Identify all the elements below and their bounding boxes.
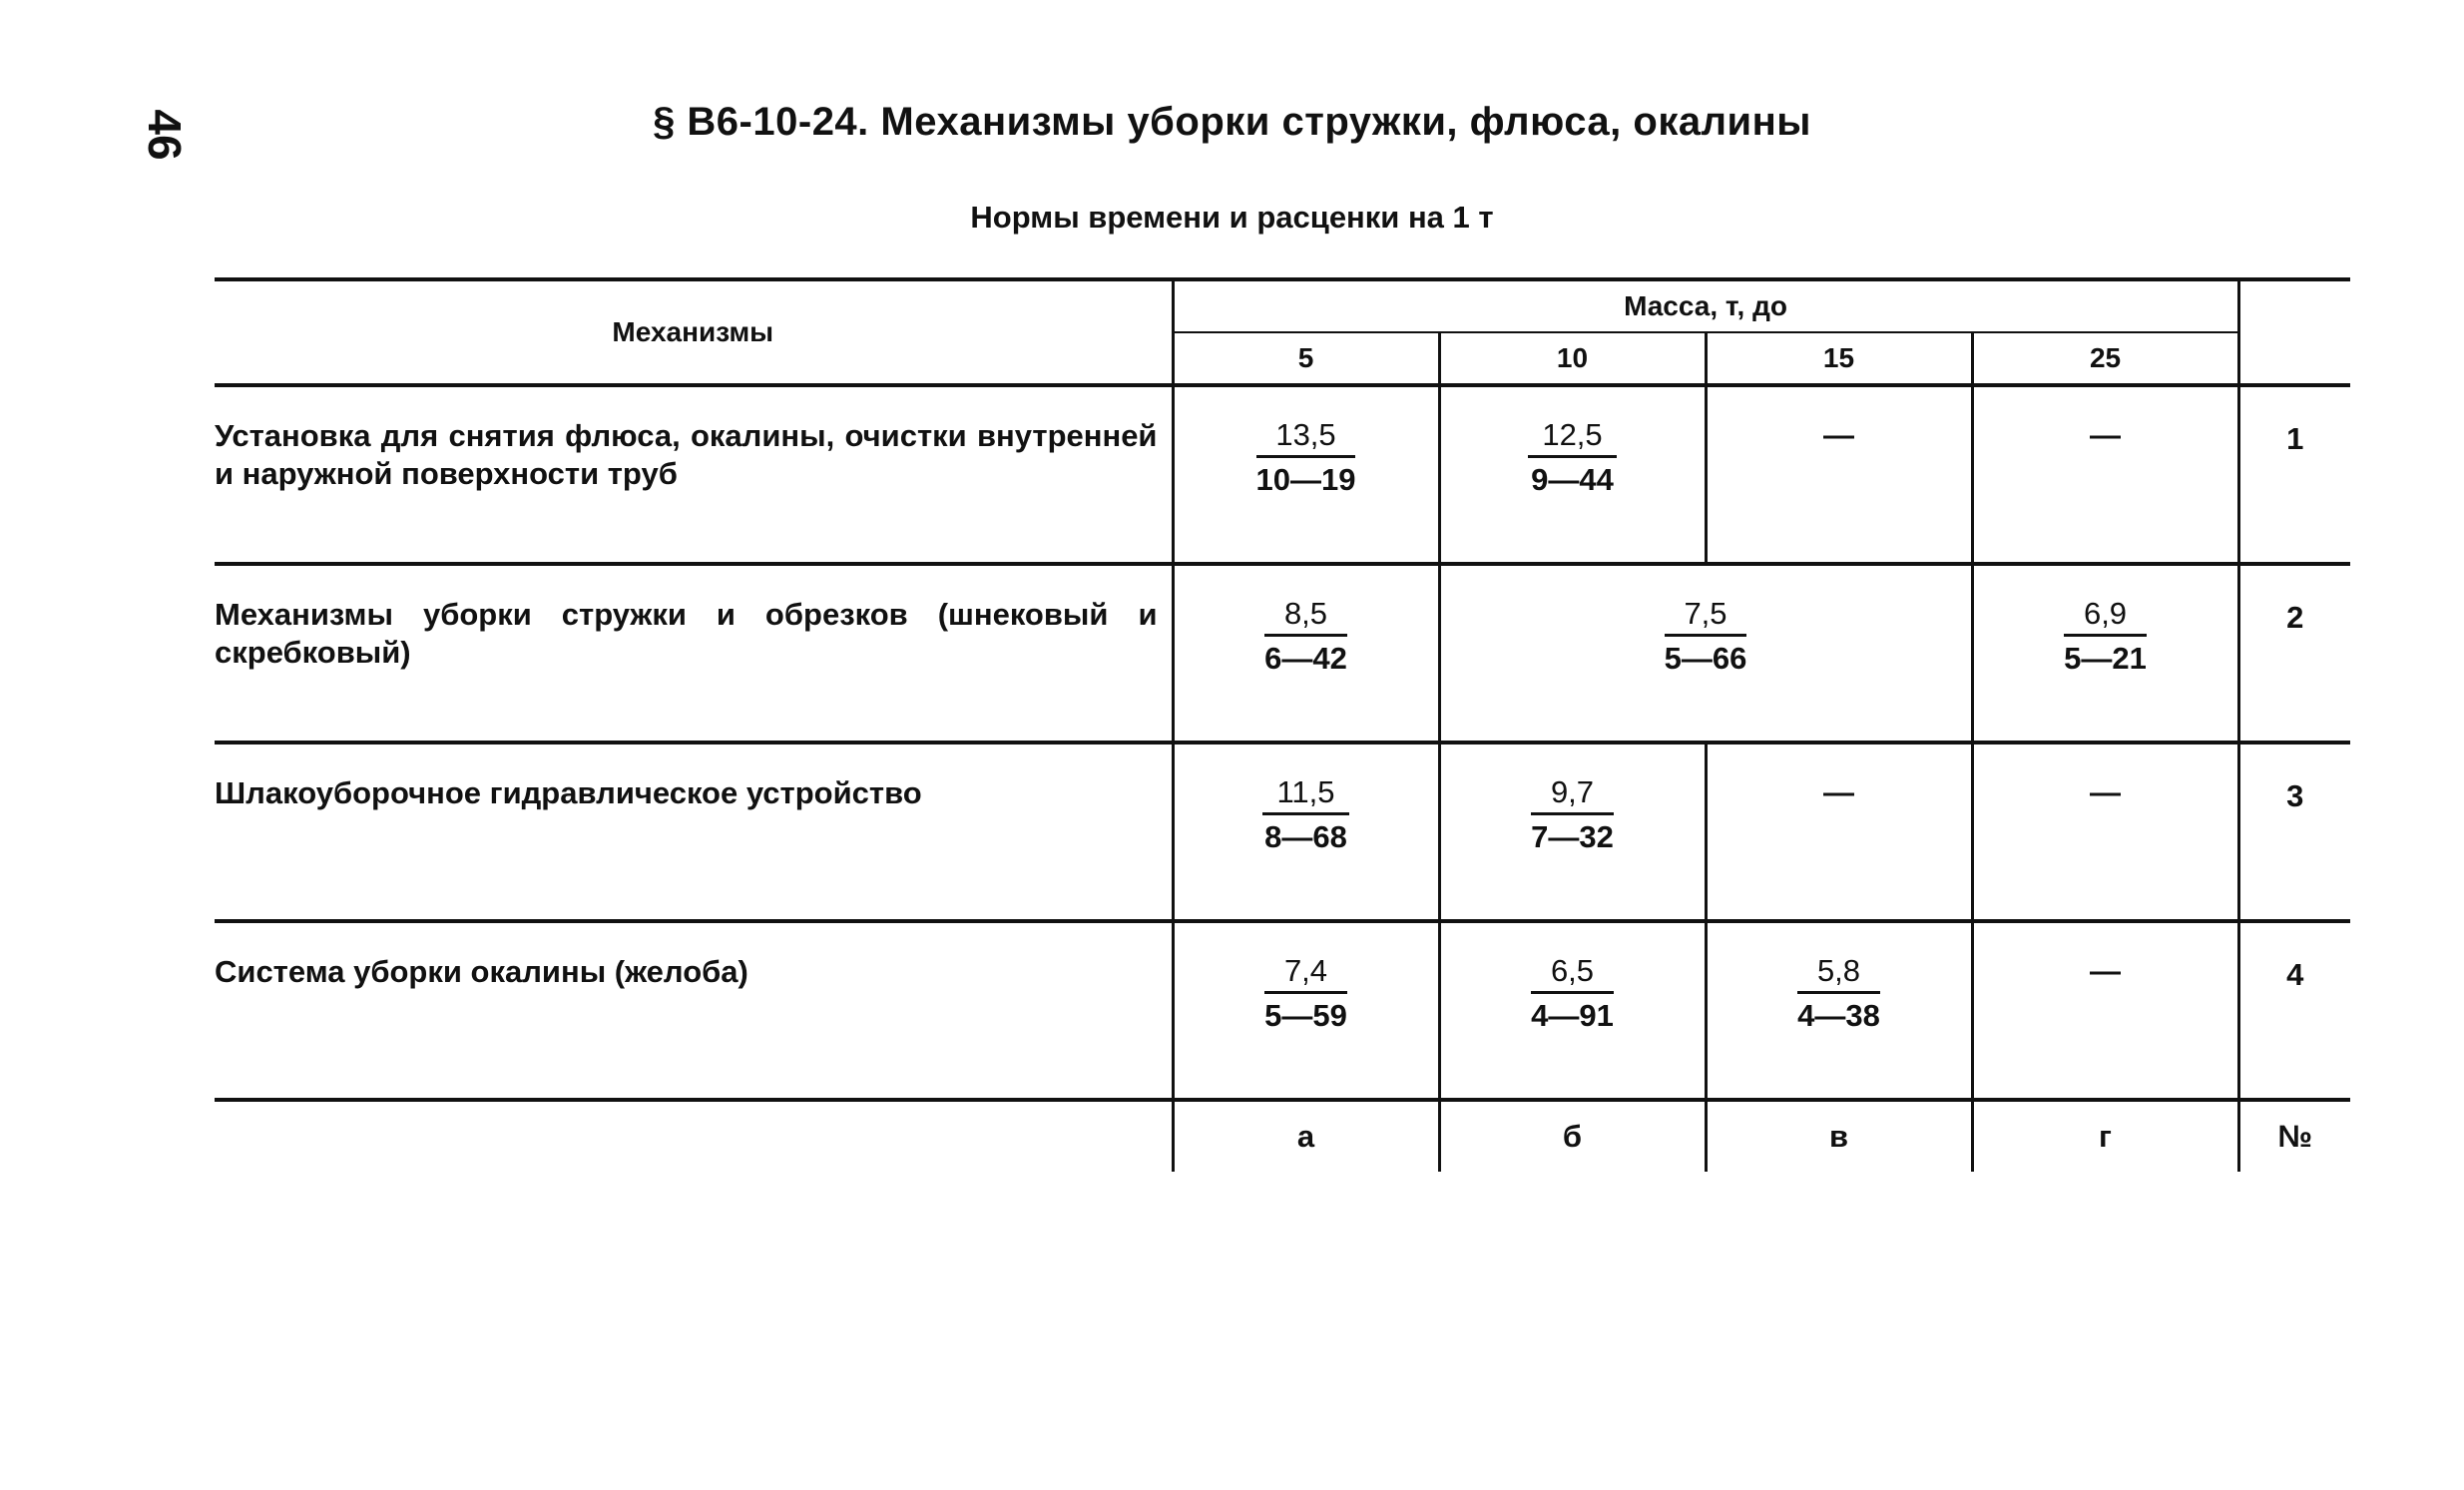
time-norm: 12,5	[1528, 417, 1616, 458]
time-norm: 6,5	[1531, 953, 1614, 994]
norm-rate-fraction	[1264, 953, 1347, 1034]
time-norm: 7,5	[1665, 596, 1747, 637]
mass-col-5: 5	[1173, 332, 1439, 385]
norm-rate-fraction	[1531, 953, 1614, 1034]
value-cell-g	[1972, 564, 2238, 743]
column-letter-a: а	[1173, 1100, 1439, 1172]
rate: 5—59	[1264, 998, 1347, 1033]
rate: 4—91	[1531, 998, 1614, 1033]
norm-rate-fraction	[1264, 596, 1347, 677]
mechanism-name: Установка для снятия флюса, окалины, очистки внутренней и наружной поверхности труб	[215, 385, 1173, 564]
row-number: 3	[2238, 743, 2350, 921]
value-cell-b	[1439, 385, 1706, 564]
norm-rate-fraction	[1531, 774, 1614, 855]
norm-rate-fraction	[1797, 953, 1880, 1034]
time-norm: 7,4	[1264, 953, 1347, 994]
value-cell-a	[1173, 385, 1439, 564]
value-cell-a	[1173, 921, 1439, 1100]
time-norm: 6,9	[2064, 596, 2147, 637]
number-sign: №	[2238, 1100, 2350, 1172]
page-number: 46	[139, 109, 191, 161]
time-norm: 9,7	[1531, 774, 1614, 815]
table-row	[215, 564, 2350, 743]
time-norm: 11,5	[1262, 774, 1348, 815]
footer-empty-cell	[215, 1100, 1173, 1172]
row-number: 4	[2238, 921, 2350, 1100]
value-cell-b	[1439, 921, 1706, 1100]
norm-rate-fraction	[1528, 417, 1616, 498]
column-letter-g: г	[1972, 1100, 2238, 1172]
number-column-header	[2238, 279, 2350, 385]
column-letter-v: в	[1706, 1100, 1972, 1172]
mass-col-10: 10	[1439, 332, 1706, 385]
table-row	[215, 743, 2350, 921]
column-letters-row	[215, 1100, 2350, 1172]
table-subtitle: Нормы времени и расценки на 1 т	[970, 200, 1494, 235]
mechanisms-column-header: Механизмы	[215, 279, 1173, 385]
rate: 9—44	[1531, 462, 1614, 497]
value-cell-a	[1173, 743, 1439, 921]
rate: 6—42	[1264, 641, 1347, 676]
rate: 8—68	[1264, 819, 1347, 854]
rate: 10—19	[1255, 462, 1356, 497]
norm-rate-fraction	[1665, 596, 1747, 677]
norms-table	[215, 277, 2350, 1172]
value-cell-g: —	[1972, 385, 2238, 564]
mechanism-name: Механизмы уборки стружки и обрезков (шнековый и скребковый)	[215, 564, 1173, 743]
norm-rate-fraction	[2064, 596, 2147, 677]
mass-col-25: 25	[1972, 332, 2238, 385]
norm-rate-fraction	[1256, 417, 1356, 498]
value-cell-g: —	[1972, 921, 2238, 1100]
mass-column-header: Масса, т, до	[1173, 279, 2238, 332]
column-letter-b: б	[1439, 1100, 1706, 1172]
norm-rate-fraction	[1262, 774, 1348, 855]
table-row	[215, 385, 2350, 564]
value-cell-v	[1706, 921, 1972, 1100]
table-row	[215, 921, 2350, 1100]
rate: 5—21	[2064, 641, 2147, 676]
time-norm: 8,5	[1264, 596, 1347, 637]
value-cell-b	[1439, 743, 1706, 921]
section-title: § В6-10-24. Механизмы уборки стружки, флюса, окалины	[653, 100, 1811, 144]
row-number: 1	[2238, 385, 2350, 564]
rate: 5—66	[1664, 641, 1747, 676]
value-cell-a	[1173, 564, 1439, 743]
mechanism-name: Система уборки окалины (желоба)	[215, 921, 1173, 1100]
value-cell-v: —	[1706, 743, 1972, 921]
row-number: 2	[2238, 564, 2350, 743]
value-cell-v: —	[1706, 385, 1972, 564]
time-norm: 5,8	[1797, 953, 1880, 994]
mechanism-name: Шлакоуборочное гидравлическое устройство	[215, 743, 1173, 921]
rate: 7—32	[1531, 819, 1614, 854]
time-norm: 13,5	[1256, 417, 1356, 458]
value-cell-bv	[1439, 564, 1972, 743]
mass-col-15: 15	[1706, 332, 1972, 385]
rate: 4—38	[1797, 998, 1880, 1033]
value-cell-g: —	[1972, 743, 2238, 921]
